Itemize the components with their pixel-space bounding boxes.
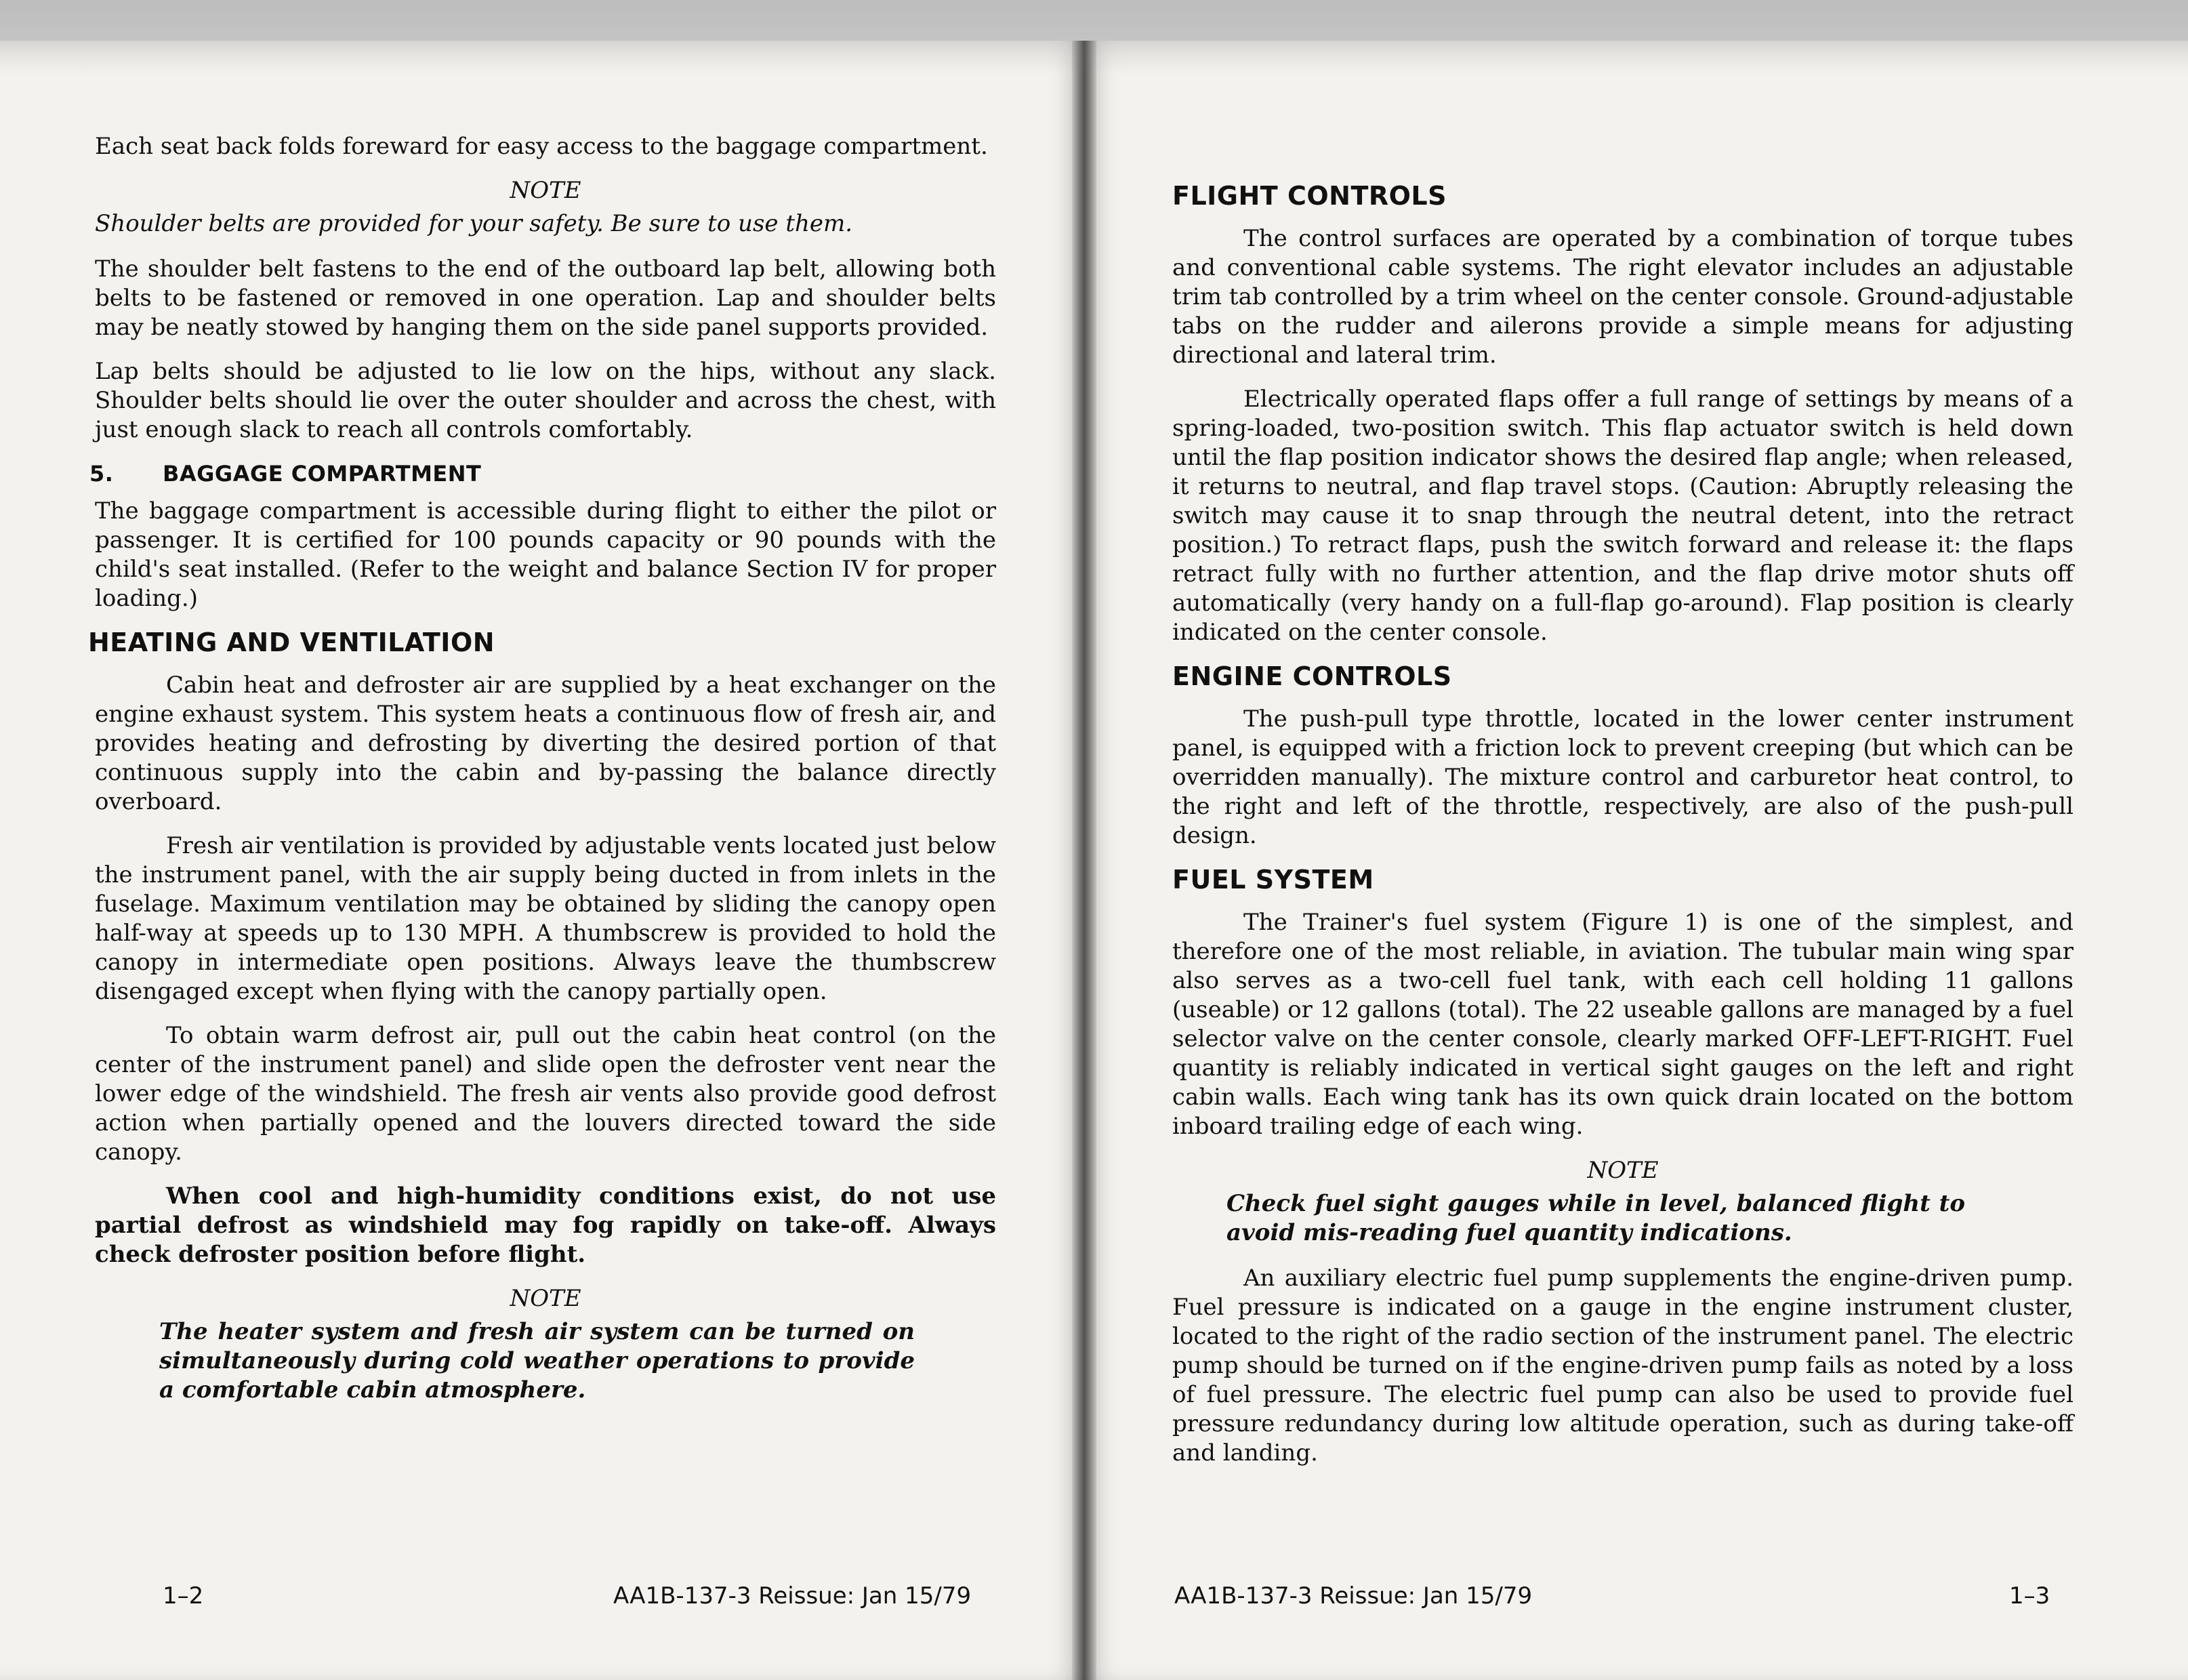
left-footer-id: AA1B-137-3 Reissue: Jan 15/79 [613, 1582, 972, 1610]
throttle-paragraph: The push-pull type throttle, located in the lower center instrument panel, is equipped with a friction lock to prevent creeping (but which can be overridden manually). The mixture control and carburetor heat control, to the right and left of the throttle, respectively, are also of the push-pull design. [1172, 705, 2073, 849]
humidity-warning-paragraph: When cool and high-humidity conditions exist, do not use partial defrost as windshield may fog rapidly on take-off. Always check defroster position before flight. [95, 1183, 996, 1268]
note-heading: NOTE [1587, 1157, 1659, 1184]
seat-back-paragraph: Each seat back folds foreward for easy access to the baggage compartment. [95, 133, 988, 160]
engine-controls-heading: ENGINE CONTROLS [1172, 661, 1452, 691]
fuel-pump-paragraph: An auxiliary electric fuel pump supplements the engine-driven pump. Fuel pressure is indicated on a gauge in the engine instrument cluster, located to the right of the radio section of the instrument panel. The electric pump should be turned on if the engine-driven pump fails as noted by a loss of fuel pressure. The electric fuel pump can also be used to provide fuel pressure redundancy during low altitude operation, such as during take-off and landing. [1172, 1265, 2073, 1467]
fuel-system-heading: FUEL SYSTEM [1172, 865, 1374, 895]
heater-note: The heater system and fresh air system can be turned on simultaneously during cold weather operations to provide a comfortable cabin atmosphere. [159, 1318, 915, 1404]
flight-controls-heading: FLIGHT CONTROLS [1172, 181, 1447, 211]
note-heading: NOTE [510, 177, 581, 204]
fuel-system-paragraph: The Trainer's fuel system (Figure 1) is one of the simplest, and therefore one of the most reliable, in aviation. The tubular main wing spar also serves as a two-cell fuel tank, with each cell holding 11 gallons (useable) or 12 gallons (total). The 22 useable gallons are managed by a fuel selector valve on the center console, clearly marked OFF-LEFT-RIGHT. Fuel quantity is reliably indicated in vertical sight gauges on the left and right cabin walls. Each wing tank has its own quick drain located on the bottom inboard trailing edge of each wing. [1172, 909, 2073, 1140]
section-baggage-heading [89, 459, 996, 489]
shoulder-belt-paragraph: The shoulder belt fastens to the end of the outboard lap belt, allowing both belts to be fastened or removed in one operation. Lap and shoulder belts may be neatly stowed by hanging them on the side panel supports provided. [95, 255, 996, 341]
right-footer-id: AA1B-137-3 Reissue: Jan 15/79 [1174, 1582, 1533, 1610]
control-surfaces-paragraph: The control surfaces are operated by a combination of torque tubes and conventional cable systems. The right elevator includes an adjustable trim tab controlled by a trim wheel on the center console. Ground-adjustable tabs on the rudder and ailerons provide a simple means for adjusting directional and lateral trim. [1172, 225, 2073, 369]
defrost-paragraph: To obtain warm defrost air, pull out the cabin heat control (on the center of the instrument panel) and slide open the defroster vent near the lower edge of the windshield. The fresh air vents also provide good defrost action when partially opened and the louvers directed toward the side canopy. [95, 1022, 996, 1166]
cabin-heat-paragraph: Cabin heat and defroster air are supplied by a heat exchanger on the engine exhaust system. This system heats a continuous flow of fresh air, and provides heating and defrosting by diverting the desired portion of that continuous supply into the cabin and by-passing the balance directly overboard. [95, 672, 996, 815]
note-heading: NOTE [510, 1285, 581, 1312]
section-title: BAGGAGE COMPARTMENT [163, 461, 482, 487]
flaps-paragraph: Electrically operated flaps offer a full range of settings by means of a spring-loaded, two-position switch. This flap actuator switch is held down until the flap position indicator shows the desired flap angle; when released, it returns to neutral, and flap travel stops. (Caution: Abruptly releasing the switch may cause it to snap through the neutral detent, into the retract position.) To retract flaps, push the switch forward and release it: the flaps retract fully with no further attention, and the flap drive motor shuts off automatically (very handy on a full-flap go-around). Flap position is clearly indicated on the center console. [1172, 386, 2073, 646]
left-page-number: 1–2 [163, 1582, 204, 1610]
heating-ventilation-heading: HEATING AND VENTILATION [88, 628, 495, 657]
lap-belt-paragraph: Lap belts should be adjusted to lie low on the hips, without any slack. Shoulder belts should lie over the outer shoulder and across the chest, with just enough slack to reach all controls comfortably. [95, 358, 996, 443]
right-page-number: 1–3 [2009, 1582, 2050, 1610]
section-number: 5. [89, 461, 114, 487]
left-page-content [88, 132, 996, 1421]
fuel-gauge-note: Check fuel sight gauges while in level, balanced flight to avoid mis-reading fuel quantity indications. [1226, 1190, 1965, 1246]
book-spine [1072, 41, 1096, 1680]
fresh-air-paragraph: Fresh air ventilation is provided by adjustable vents located just below the instrument panel, with the air supply being ducted in from inlets in the fuselage. Maximum ventilation may be obtained by sliding the canopy open half-way at speeds up to 130 MPH. A thumbscrew is provided to hold the canopy in intermediate open positions. Always leave the thumbscrew disengaged except when flying with the canopy partially open. [95, 832, 996, 1005]
shoulder-belt-note: Shoulder belts are provided for your safety. Be sure to use them. [95, 210, 853, 237]
right-page-content [1172, 175, 2073, 1483]
baggage-paragraph: The baggage compartment is accessible during flight to either the pilot or passenger. It is certified for 100 pounds capacity or 90 pounds with the child's seat installed. (Refer to the weight and balance Section IV for proper loading.) [95, 497, 996, 612]
